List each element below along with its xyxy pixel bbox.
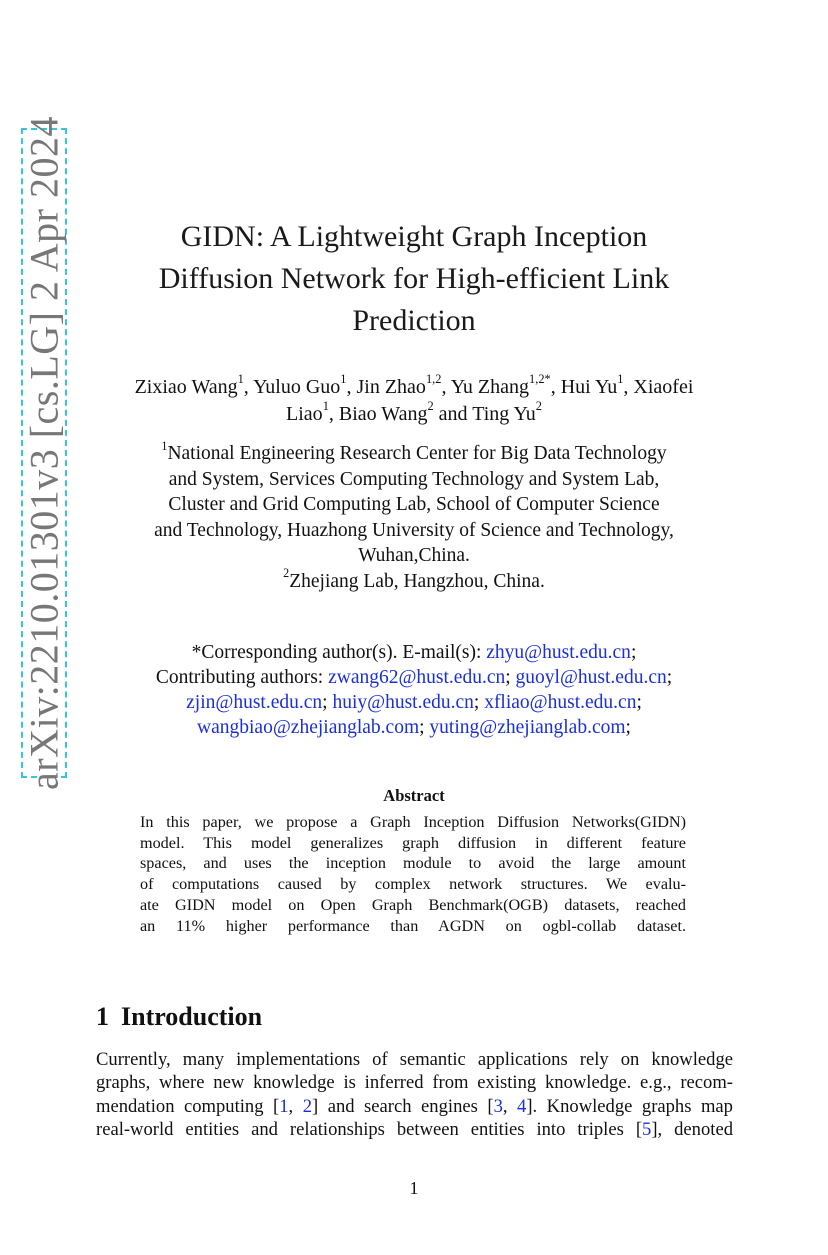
email-link[interactable]: yuting@zhejianglab.com bbox=[429, 717, 626, 738]
abstract-line: an 11% higher performance than AGDN on ogbl-collab dataset. bbox=[140, 916, 686, 935]
email-link[interactable]: zjin@hust.edu.cn bbox=[186, 692, 323, 713]
abstract-body bbox=[140, 812, 686, 936]
affiliations bbox=[112, 438, 716, 594]
author: Ting Yu$^2$ bbox=[472, 399, 542, 425]
affiliation-1: $^1$National Engineering Research Center for Big Data Technology bbox=[161, 438, 667, 464]
citation-link[interactable]: 4 bbox=[517, 1095, 527, 1117]
contributing-line: Contributing authors: zwang62@hust.edu.cn; guoyl@hust.edu.cn; bbox=[155, 667, 673, 688]
affiliation-line: and Technology, Huazhong University of Science and Technology, bbox=[154, 519, 674, 541]
title-line: GIDN: A Lightweight Graph Inception bbox=[180, 220, 648, 253]
contributing-line: wangbiao@zhejianglab.com; yuting@zhejianglab.com; bbox=[197, 717, 631, 738]
email-link[interactable]: zwang62@hust.edu.cn bbox=[328, 667, 506, 688]
title-line: Diffusion Network for High-efficient Link bbox=[158, 262, 670, 295]
author: Biao Wang$^2$ and bbox=[338, 399, 473, 425]
affiliation-line: Cluster and Grid Computing Lab, School of Computer Science bbox=[168, 494, 660, 515]
citation-link[interactable]: 1 bbox=[279, 1095, 289, 1117]
abstract-heading: Abstract bbox=[383, 786, 445, 805]
author: Jin Zhao$^{1,2}$, bbox=[356, 372, 451, 398]
affiliation-line: Wuhan,China. bbox=[358, 545, 470, 566]
affiliation-line: and System, Services Computing Technology and System Lab, bbox=[168, 468, 660, 490]
email-link[interactable]: wangbiao@zhejianglab.com bbox=[197, 717, 420, 738]
abstract-line: of computations caused by complex network structures. We evalu- bbox=[140, 875, 686, 894]
email-link[interactable]: xfliao@hust.edu.cn bbox=[484, 692, 637, 713]
author: Yuluo Guo$^1$, bbox=[253, 372, 357, 398]
abstract-line: spaces, and uses the inception module to avoid the large amount bbox=[140, 854, 686, 873]
affiliation-2: $^2$Zhejiang Lab, Hangzhou, China. bbox=[283, 566, 545, 592]
citation-link[interactable]: 5 bbox=[642, 1119, 652, 1141]
paragraph-line: mendation computing [1, 2] and search engines [3, 4]. Knowledge graphs map bbox=[96, 1095, 733, 1117]
author: Xiaofei Liao$^1$, bbox=[286, 376, 694, 425]
author-list bbox=[110, 374, 718, 428]
abstract-line: In this paper, we propose a Graph Inception Diffusion Networks(GIDN) bbox=[140, 813, 686, 831]
author: Yu Zhang$^{1,2*}$, bbox=[450, 372, 561, 398]
contact-emails bbox=[100, 640, 728, 740]
email-link[interactable]: zhyu@hust.edu.cn bbox=[486, 642, 631, 663]
email-link[interactable]: guoyl@hust.edu.cn bbox=[515, 667, 667, 688]
author: Hui Yu$^1$, bbox=[560, 372, 634, 398]
title-line: Prediction bbox=[352, 304, 476, 337]
email-link[interactable]: huiy@hust.edu.cn bbox=[332, 692, 474, 713]
paper-title bbox=[110, 216, 718, 342]
section-title: Introduction bbox=[121, 1002, 263, 1031]
page-number: 1 bbox=[409, 1178, 419, 1198]
abstract-line: ate GIDN model on Open Graph Benchmark(OGB) datasets, reached bbox=[140, 895, 686, 914]
paragraph-line: graphs, where new knowledge is inferred from existing knowledge. e.g., recom- bbox=[96, 1072, 733, 1094]
author: Zixiao Wang$^1$, bbox=[134, 372, 254, 398]
citation-link[interactable]: 2 bbox=[302, 1095, 312, 1117]
section-number: 1 bbox=[96, 1002, 109, 1031]
intro-paragraph bbox=[96, 1048, 733, 1142]
paragraph-line: Currently, many implementations of semantic applications rely on knowledge bbox=[96, 1049, 733, 1070]
corresponding-line: *Corresponding author(s). E-mail(s): zhyu@hust.edu.cn; bbox=[191, 642, 637, 663]
citation-link[interactable]: 3 bbox=[493, 1095, 503, 1117]
paragraph-line: real-world entities and relationships between entities into triples [5], denoted bbox=[96, 1119, 733, 1141]
contributing-line: zjin@hust.edu.cn; huiy@hust.edu.cn; xfliao@hust.edu.cn; bbox=[186, 692, 642, 713]
abstract-line: model. This model generalizes graph diffusion in different feature bbox=[140, 833, 686, 852]
arxiv-stamp[interactable]: arXiv:2210.01301v3 [cs.LG] 2 Apr 2024 bbox=[21, 116, 67, 790]
section-heading bbox=[96, 1002, 262, 1032]
